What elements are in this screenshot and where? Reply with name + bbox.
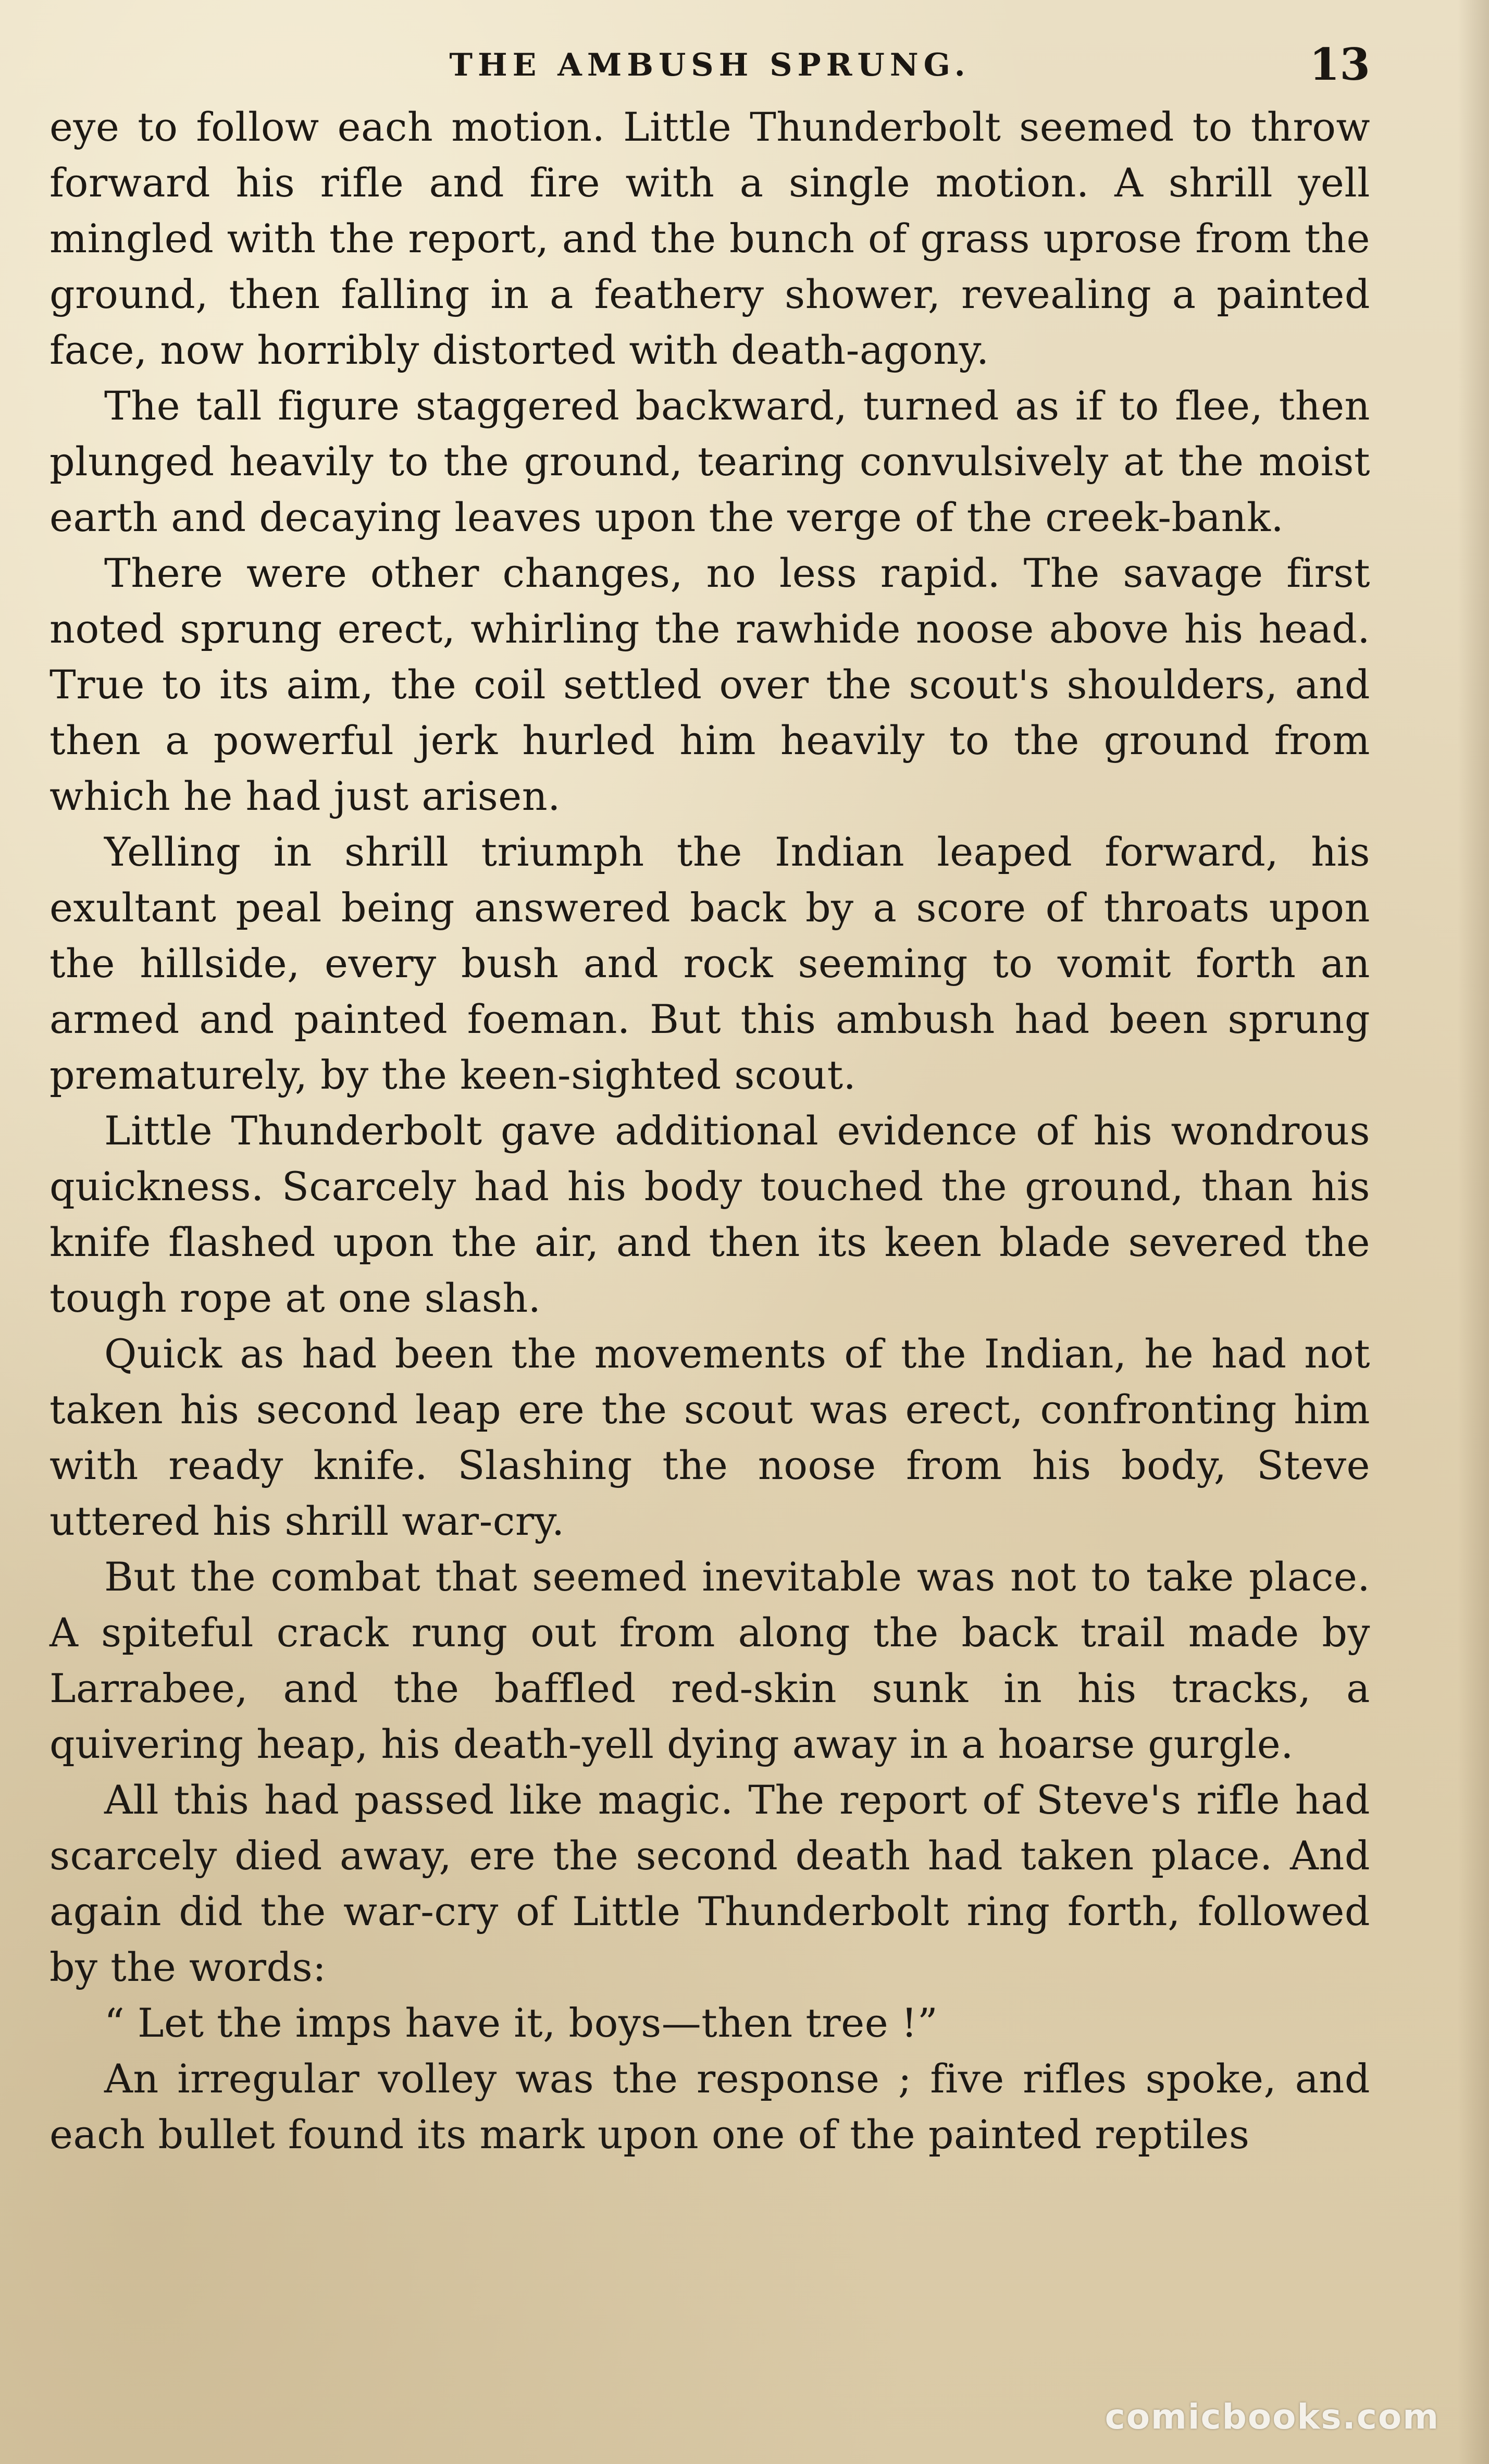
- paragraph: Yelling in shrill triumph the Indian leaped forward, his exultant peal being answered back by a score of throats upon the hillside, every bush and rock seeming to vomit forth an armed and painted foeman. But this ambush had been sprung prematurely, by the keen-sighted scout.: [49, 829, 1370, 1098]
- paragraph: An irregular volley was the response ; five rifles spoke, and each bullet found its mark upon one of the painted reptiles: [49, 2055, 1370, 2158]
- page-number: 13: [1309, 39, 1370, 90]
- running-title: THE AMBUSH SPRUNG.: [449, 47, 971, 83]
- watermark: comicbooks.com: [1105, 2397, 1440, 2437]
- paragraph: There were other changes, no less rapid. The savage first noted sprung erect, whirling the rawhide noose above his head. True to its aim, the coil settled over the scout's shoulders, and then a powerful jerk hurled him heavily to the ground from which he had just arisen.: [49, 550, 1370, 819]
- paragraph-quote: “ Let the imps have it, boys—then tree !”: [104, 2000, 938, 2046]
- paragraph: But the combat that seemed inevitable was not to take place. A spiteful crack rung out from along the back trail made by Larrabee, and the baffled red-skin sunk in his tracks, a quivering heap, his death-yell dying away in a hoarse gurgle.: [49, 1554, 1370, 1767]
- paragraph-continued: eye to follow each motion. Little Thunderbolt seemed to throw forward his rifle and fire with a single motion. A shrill yell mingled with the report, and the bunch of grass uprose from the ground, then falling in a feathery shower, revealing a painted face, now horribly distorted with death-agony.: [49, 104, 1370, 373]
- body-text: [49, 99, 1370, 2162]
- paragraph: The tall figure staggered backward, turned as if to flee, then plunged heavily to the ground, tearing convulsively at the moist earth and decaying leaves upon the verge of the creek-bank.: [49, 383, 1370, 540]
- page-header: [49, 36, 1370, 99]
- page-edge-shadow: [1458, 0, 1489, 2464]
- paragraph: All this had passed like magic. The report of Steve's rifle had scarcely died away, ere the second death had taken place. And again did the war-cry of Little Thunderbolt ring forth, followed by the words:: [49, 1777, 1370, 1990]
- book-page: [49, 36, 1370, 2413]
- paragraph: Little Thunderbolt gave additional evidence of his wondrous quickness. Scarcely had his body touched the ground, than his knife flashed upon the air, and then its keen blade severed the tough rope at one slash.: [49, 1107, 1370, 1321]
- paragraph: Quick as had been the movements of the Indian, he had not taken his second leap ere the scout was erect, confronting him with ready knife. Slashing the noose from his body, Steve uttered his shrill war-cry.: [49, 1330, 1370, 1544]
